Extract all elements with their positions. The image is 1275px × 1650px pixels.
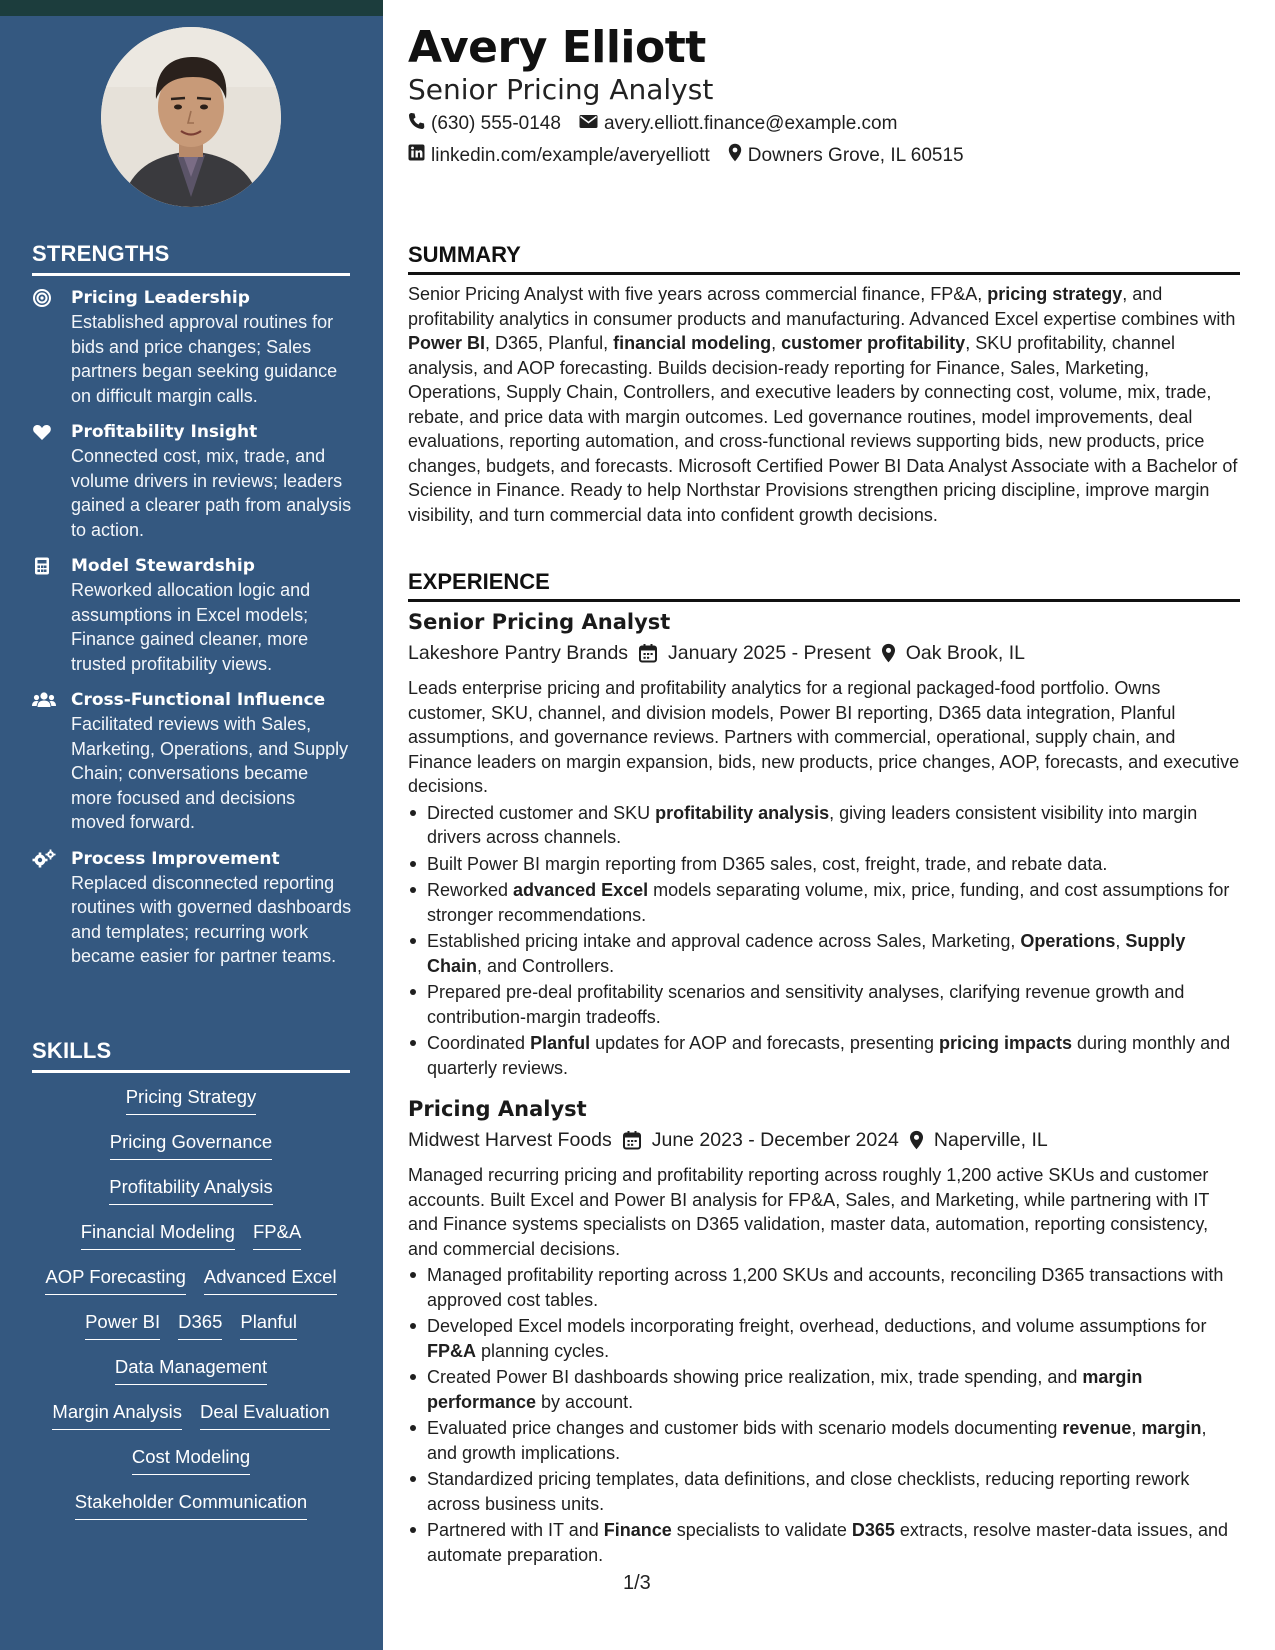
summary-heading: SUMMARY: [408, 242, 1240, 275]
job-entry: [408, 608, 1240, 1082]
linkedin-icon: [408, 144, 425, 167]
bullet-text: , giving leaders consistent visibility into margin drivers across channels.: [427, 802, 1198, 847]
summary-text: , and profitability analytics in consumer products and manufacturing. Advanced Excel expertise combines with: [408, 284, 1236, 329]
bullet-bold: Finance: [603, 1520, 672, 1540]
job-bullet: [408, 1031, 1240, 1080]
bullet-text: Standardized pricing templates, data definitions, and close checklists, reducing reporting rework across business units.: [427, 1469, 1190, 1514]
bullet-bold: Operations: [1020, 931, 1116, 951]
job-location: Oak Brook, IL: [905, 642, 1025, 664]
skill-tag: D365: [178, 1308, 222, 1340]
job-bullet: [408, 980, 1240, 1029]
page-number: 1/3: [623, 1572, 651, 1594]
summary-text: Senior Pricing Analyst with five years across commercial finance, FP&A,: [408, 284, 988, 304]
bullet-text: extracts, resolve master-data issues, and automate preparation.: [427, 1520, 1229, 1565]
job-bullet: [408, 852, 1240, 877]
strength-description: Established approval routines for bids and price changes; Sales partners began seeking guidance on difficult margin calls.: [71, 312, 338, 406]
bullet-text: Prepared pre-deal profitability scenarios and sensitivity analyses, clarifying revenue growth and contribution-margin tradeoffs.: [427, 982, 1185, 1027]
candidate-title: Senior Pricing Analyst: [408, 73, 714, 106]
bullet-bold: pricing impacts: [938, 1033, 1073, 1053]
bullet-bold: profitability analysis: [655, 802, 830, 823]
strength-item: [32, 847, 352, 969]
skill-row: [32, 1083, 350, 1128]
job-bullet: [408, 1518, 1240, 1567]
contact-linkedin[interactable]: [408, 143, 710, 168]
bullet-text: , and growth implications.: [427, 1418, 1207, 1463]
summary-bold: financial modeling: [613, 333, 772, 353]
job-bullet: [408, 878, 1240, 927]
bullet-text: ,: [1131, 1418, 1142, 1438]
gears-icon: [32, 849, 54, 869]
job-dates: June 2023 - December 2024: [651, 1129, 899, 1151]
job-role: Pricing Analyst: [408, 1097, 587, 1121]
job-entry: [408, 1095, 1240, 1569]
skill-tag: Cost Modeling: [132, 1443, 250, 1475]
strength-title: Pricing Leadership: [71, 288, 250, 308]
bullet-text: by account.: [536, 1391, 634, 1412]
skill-tag: Deal Evaluation: [200, 1398, 330, 1430]
job-dates: January 2025 - Present: [668, 642, 871, 664]
job-bullets: [408, 801, 1240, 1081]
company-name: Midwest Harvest Foods: [408, 1129, 612, 1151]
experience-heading: EXPERIENCE: [408, 569, 1240, 602]
skill-tag: AOP Forecasting: [45, 1263, 186, 1295]
strength-description: Connected cost, mix, trade, and volume drivers in reviews; leaders gained a clearer path from analysis to action.: [71, 446, 352, 540]
skill-tag: Advanced Excel: [204, 1263, 337, 1295]
bullet-text: updates for AOP and forecasts, presenting: [590, 1033, 939, 1053]
skill-row: [32, 1488, 350, 1533]
strength-title: Process Improvement: [71, 848, 280, 869]
strength-description: Reworked allocation logic and assumptions in Excel models; Finance gained cleaner, more trusted profitability views.: [71, 580, 311, 674]
calendar-icon: [622, 1130, 642, 1150]
strength-title: Cross-Functional Influence: [71, 690, 326, 710]
job-bullet: [408, 1263, 1240, 1312]
strength-title: Profitability Insight: [71, 422, 258, 442]
skill-row: [32, 1398, 350, 1443]
summary-text: , SKU profitability, channel analysis, and AOP forecasting. Builds decision-ready reporting for Finance, Sales, Marketing, Operations, Supply Chain, Controllers, and executive leaders by connecting cost, volume, mix, trade, rebate, and price data with margin outcomes. Led governance routines, model improvements, deal evaluations, reporting automation, and cross-functional reviews supporting bids, new products, price changes, budgets, and forecasts. Microsoft Certified Power BI Data Analyst Associate with a Bachelor of Science in Finance. Ready to help Northstar Provisions strengthen pricing discipline, improve margin visibility, and turn commercial data into confident growth decisions.: [408, 333, 1238, 525]
target-icon: [32, 288, 54, 308]
bullet-text: Managed profitability reporting across 1,200 SKUs and accounts, reconciling D365 transactions with approved cost tables.: [427, 1265, 1224, 1310]
bullet-text: Evaluated price changes and customer bids with scenario models documenting: [427, 1418, 1063, 1438]
skill-row: [32, 1353, 350, 1398]
bullet-text: Built Power BI margin reporting from D365 sales, cost, freight, trade, and rebate data.: [427, 853, 1108, 874]
skill-tag: Data Management: [115, 1353, 267, 1385]
contact-row: [408, 112, 897, 136]
avatar: [101, 27, 281, 207]
skills-heading: SKILLS: [32, 1038, 350, 1073]
map-pin-icon: [881, 643, 896, 663]
bullet-text: Partnered with IT and: [427, 1520, 604, 1540]
strengths-list: [32, 286, 352, 981]
users-icon: [32, 690, 54, 710]
linkedin-url: linkedin.com/example/averyelliott: [431, 144, 710, 166]
strength-item: [32, 420, 352, 542]
email-address: avery.elliott.finance@example.com: [603, 113, 898, 134]
bullet-bold: FP&A: [427, 1340, 476, 1361]
job-bullet: [408, 1467, 1240, 1516]
phone-number: (630) 555-0148: [431, 113, 561, 134]
map-pin-icon: [728, 143, 742, 168]
bullet-text: ,: [1115, 931, 1126, 951]
strengths-heading: STRENGTHS: [32, 241, 350, 276]
sidebar: [0, 0, 383, 1650]
sidebar-top-bar: [0, 0, 383, 16]
skill-tag: FP&A: [253, 1218, 301, 1250]
strength-description: Facilitated reviews with Sales, Marketing, Operations, and Supply Chain; conversations became more focused and decisions moved forward.: [71, 714, 349, 832]
bullet-text: Established pricing intake and approval cadence across Sales, Marketing,: [427, 931, 1021, 951]
contact-location: [728, 143, 964, 168]
calculator-icon: [32, 556, 54, 576]
job-meta: [408, 639, 1240, 667]
skill-tag: Stakeholder Communication: [75, 1488, 307, 1520]
job-bullet: [408, 1314, 1240, 1363]
job-description: Leads enterprise pricing and profitability analytics for a regional packaged-food portfolio. Owns customer, SKU, channel, and division models, Power BI reporting, D365 data integration, Planful assumptions, and governance reviews. Partners with commercial, operational, supply chain, and Finance leaders on margin expansion, bids, new products, price changes, AOP, forecasts, and executive decisions.: [408, 678, 1240, 796]
bullet-text: planning cycles.: [476, 1340, 610, 1361]
job-description: Managed recurring pricing and profitability reporting across roughly 1,200 active SKUs and customer accounts. Built Excel and Power BI analysis for FP&A, Sales, and Marketing, while partnering with IT and Finance systems specialists on D365 validation, master data, automation, reporting consistency, and commercial decisions.: [408, 1165, 1210, 1259]
strength-item: [32, 286, 352, 408]
bullet-bold: Planful: [530, 1033, 591, 1053]
skill-tag: Planful: [240, 1308, 297, 1340]
job-bullet: [408, 929, 1240, 978]
skill-row: [32, 1173, 350, 1218]
skill-tag: Power BI: [85, 1308, 160, 1340]
skill-row: [32, 1218, 350, 1263]
skill-tag: Financial Modeling: [81, 1218, 235, 1250]
bullet-text: Developed Excel models incorporating freight, overhead, deductions, and volume assumptions for: [427, 1316, 1207, 1336]
bullet-bold: margin performance: [427, 1367, 1143, 1412]
strength-item: [32, 688, 352, 835]
bullet-bold: margin: [1141, 1418, 1202, 1438]
bullet-text: Coordinated: [427, 1033, 531, 1053]
contact-row-2: [408, 143, 964, 168]
bullet-bold: D365: [851, 1520, 895, 1540]
job-bullet: [408, 1365, 1240, 1414]
strength-description: Replaced disconnected reporting routines with governed dashboards and templates; recurring work became easier for partner teams.: [71, 872, 352, 966]
bullet-text: Directed customer and SKU: [427, 802, 656, 823]
skills-list: [32, 1083, 350, 1533]
skill-tag: Pricing Governance: [110, 1128, 272, 1160]
bullet-bold: Supply Chain: [427, 931, 1186, 976]
bullet-bold: revenue: [1062, 1418, 1132, 1438]
location-text: Downers Grove, IL 60515: [747, 144, 964, 166]
summary-bold: pricing strategy: [987, 284, 1123, 304]
summary-text: ,: [771, 333, 782, 353]
job-bullet: [408, 1416, 1240, 1465]
summary-text: [408, 282, 1240, 527]
summary-bold: Power BI: [408, 333, 486, 353]
job-bullets: [408, 1263, 1240, 1567]
envelope-icon: [579, 113, 598, 135]
job-location: Naperville, IL: [933, 1129, 1048, 1151]
job-role: Senior Pricing Analyst: [408, 610, 671, 634]
bullet-text: specialists to validate: [671, 1520, 852, 1540]
summary-bold: customer profitability: [781, 333, 966, 353]
contact-email[interactable]: [579, 112, 898, 136]
bullet-text: , and Controllers.: [477, 955, 615, 976]
candidate-name: Avery Elliott: [408, 22, 706, 73]
company-name: Lakeshore Pantry Brands: [408, 642, 629, 664]
summary-text: , D365, Planful,: [485, 333, 614, 353]
job-bullet: [408, 801, 1240, 850]
phone-icon: [408, 112, 425, 136]
skill-row: [32, 1443, 350, 1488]
bullet-text: Created Power BI dashboards showing price realization, mix, trade spending, and: [427, 1367, 1083, 1387]
strength-item: [32, 554, 352, 676]
job-meta: [408, 1126, 1240, 1154]
calendar-icon: [638, 643, 658, 663]
skill-row: [32, 1128, 350, 1173]
bullet-text: Reworked: [427, 880, 514, 900]
contact-phone[interactable]: [408, 112, 561, 136]
skill-row: [32, 1263, 350, 1308]
map-pin-icon: [909, 1130, 924, 1150]
skill-row: [32, 1308, 350, 1353]
heart-icon: [32, 422, 54, 442]
strength-title: Model Stewardship: [71, 556, 255, 576]
bullet-text: models separating volume, mix, price, funding, and cost assumptions for stronger recommendations.: [427, 880, 1230, 925]
skill-tag: Profitability Analysis: [109, 1173, 272, 1205]
bullet-text: during monthly and quarterly reviews.: [427, 1033, 1231, 1078]
skill-tag: Margin Analysis: [52, 1398, 182, 1430]
skill-tag: Pricing Strategy: [126, 1083, 257, 1115]
bullet-bold: advanced Excel: [513, 880, 649, 900]
